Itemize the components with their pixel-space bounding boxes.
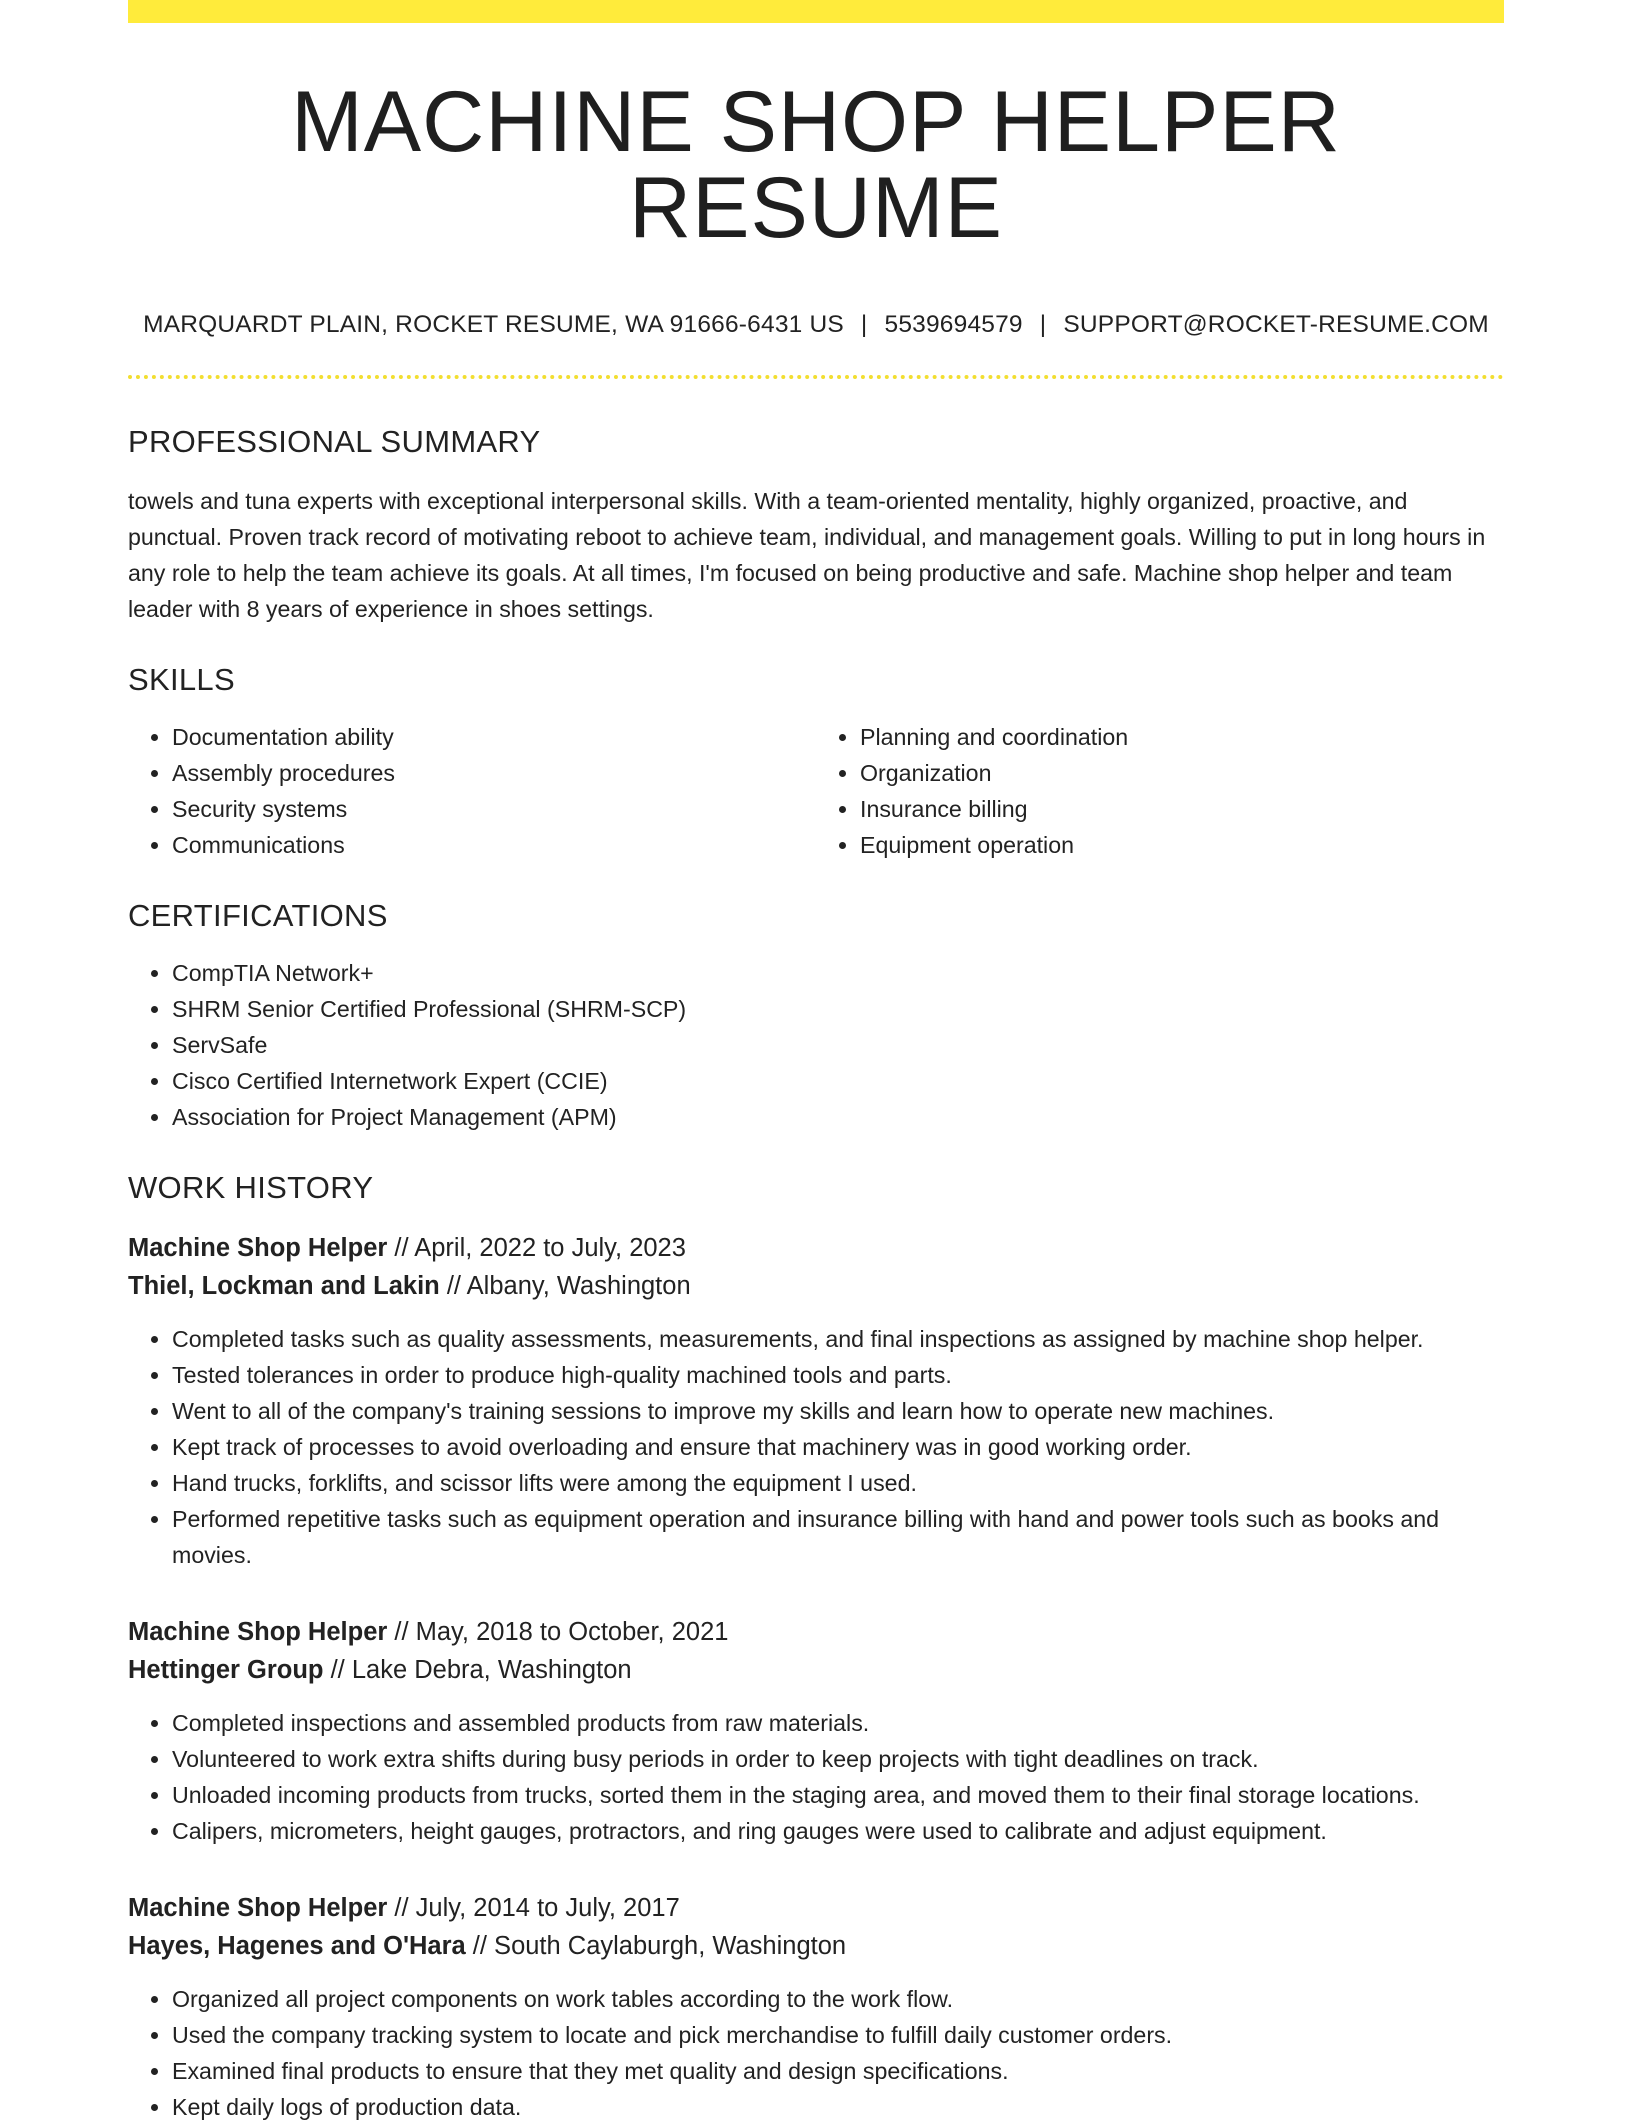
job-bullet: • Completed tasks such as quality assessments, measurements, and final inspections as assigned by machine shop helper. bbox=[172, 1321, 1504, 1357]
job-bullet: • Organized all project components on work tables according to the work flow. bbox=[172, 1981, 1504, 2017]
job-location: // Albany, Washington bbox=[439, 1272, 691, 1300]
certification-item: • ServSafe bbox=[172, 1027, 1504, 1063]
skill-item: • Organization bbox=[860, 755, 1504, 791]
job-company: Hettinger Group bbox=[128, 1656, 324, 1684]
job-title-line bbox=[128, 1889, 1504, 1927]
skill-item: • Security systems bbox=[172, 791, 816, 827]
job-bullets bbox=[128, 1981, 1504, 2125]
job-title: Machine Shop Helper bbox=[128, 1618, 388, 1646]
skill-item: • Insurance billing bbox=[860, 791, 1504, 827]
job-dates: // April, 2022 to July, 2023 bbox=[387, 1234, 686, 1262]
contact-line bbox=[128, 311, 1504, 339]
contact-phone: 5539694579 bbox=[884, 311, 1023, 338]
job-bullet: • Examined final products to ensure that they met quality and design specifications. bbox=[172, 2053, 1504, 2089]
certifications-list bbox=[128, 955, 1504, 1135]
contact-separator: | bbox=[860, 311, 868, 338]
job-location: // Lake Debra, Washington bbox=[323, 1656, 632, 1684]
skills-list-right bbox=[816, 719, 1504, 863]
job-bullet: • Went to all of the company's training sessions to improve my skills and learn how to operate new machines. bbox=[172, 1393, 1504, 1429]
certification-item: • CompTIA Network+ bbox=[172, 955, 1504, 991]
job-dates: // May, 2018 to October, 2021 bbox=[387, 1618, 729, 1646]
certification-item: • SHRM Senior Certified Professional (SHRM-SCP) bbox=[172, 991, 1504, 1027]
certification-item: • Cisco Certified Internetwork Expert (CCIE) bbox=[172, 1063, 1504, 1099]
page-title: MACHINE SHOP HELPER RESUME bbox=[291, 74, 1341, 256]
dotted-divider bbox=[128, 375, 1504, 379]
skill-item: • Documentation ability bbox=[172, 719, 816, 755]
job-title: Machine Shop Helper bbox=[128, 1894, 388, 1922]
job-bullet: • Used the company tracking system to locate and pick merchandise to fulfill daily customer orders. bbox=[172, 2017, 1504, 2053]
resume-page bbox=[128, 0, 1504, 2125]
job-title: Machine Shop Helper bbox=[128, 1234, 388, 1262]
summary-text: towels and tuna experts with exceptional interpersonal skills. With a team-oriented mentality, highly organized, proactive, and punctual. Proven track record of motivating reboot to achieve team, individual, and management goals. Willing to put in long hours in any role to help the team achieve its goals. At all times, I'm focused on being productive and safe. Machine shop helper and team leader with 8 years of experience in shoes settings. bbox=[128, 488, 1486, 622]
summary-heading: PROFESSIONAL SUMMARY bbox=[128, 424, 541, 459]
job-bullet: • Performed repetitive tasks such as equipment operation and insurance billing with hand and power tools such as books and movies. bbox=[172, 1501, 1504, 1573]
job-company: Hayes, Hagenes and O'Hara bbox=[128, 1932, 466, 1960]
certification-item: • Association for Project Management (APM) bbox=[172, 1099, 1504, 1135]
certifications-heading: CERTIFICATIONS bbox=[128, 898, 388, 933]
skill-item: • Communications bbox=[172, 827, 816, 863]
job-bullet: • Completed inspections and assembled products from raw materials. bbox=[172, 1705, 1504, 1741]
job-dates: // July, 2014 to July, 2017 bbox=[387, 1894, 680, 1922]
skills-list-left bbox=[128, 719, 816, 863]
job-company-line bbox=[128, 1267, 1504, 1305]
job-entry bbox=[128, 1889, 1504, 2125]
skill-item: • Equipment operation bbox=[860, 827, 1504, 863]
job-bullet: • Hand trucks, forklifts, and scissor lifts were among the equipment I used. bbox=[172, 1465, 1504, 1501]
contact-email: SUPPORT@ROCKET-RESUME.COM bbox=[1063, 311, 1489, 338]
job-title-line bbox=[128, 1229, 1504, 1267]
job-bullet: • Calipers, micrometers, height gauges, protractors, and ring gauges were used to calibrate and adjust equipment. bbox=[172, 1813, 1504, 1849]
skills-grid bbox=[128, 719, 1504, 863]
job-bullet: • Kept track of processes to avoid overloading and ensure that machinery was in good working order. bbox=[172, 1429, 1504, 1465]
job-entry bbox=[128, 1229, 1504, 1573]
skills-heading: SKILLS bbox=[128, 662, 235, 697]
job-bullets bbox=[128, 1705, 1504, 1849]
job-title-line bbox=[128, 1613, 1504, 1651]
job-bullet: • Unloaded incoming products from trucks, sorted them in the staging area, and moved them to their final storage locations. bbox=[172, 1777, 1504, 1813]
job-company-line bbox=[128, 1927, 1504, 1965]
job-location: // South Caylaburgh, Washington bbox=[465, 1932, 847, 1960]
job-entry bbox=[128, 1613, 1504, 1849]
accent-bar bbox=[128, 0, 1504, 23]
job-company-line bbox=[128, 1651, 1504, 1689]
contact-separator: | bbox=[1039, 311, 1047, 338]
job-bullet: • Volunteered to work extra shifts during busy periods in order to keep projects with tight deadlines on track. bbox=[172, 1741, 1504, 1777]
job-bullets bbox=[128, 1321, 1504, 1573]
job-company: Thiel, Lockman and Lakin bbox=[128, 1272, 440, 1300]
skill-item: • Assembly procedures bbox=[172, 755, 816, 791]
work-history-heading: WORK HISTORY bbox=[128, 1170, 374, 1205]
job-bullet: • Kept daily logs of production data. bbox=[172, 2089, 1504, 2125]
job-bullet: • Tested tolerances in order to produce high-quality machined tools and parts. bbox=[172, 1357, 1504, 1393]
contact-address: MARQUARDT PLAIN, ROCKET RESUME, WA 91666-6431 US bbox=[143, 311, 844, 338]
skill-item: • Planning and coordination bbox=[860, 719, 1504, 755]
